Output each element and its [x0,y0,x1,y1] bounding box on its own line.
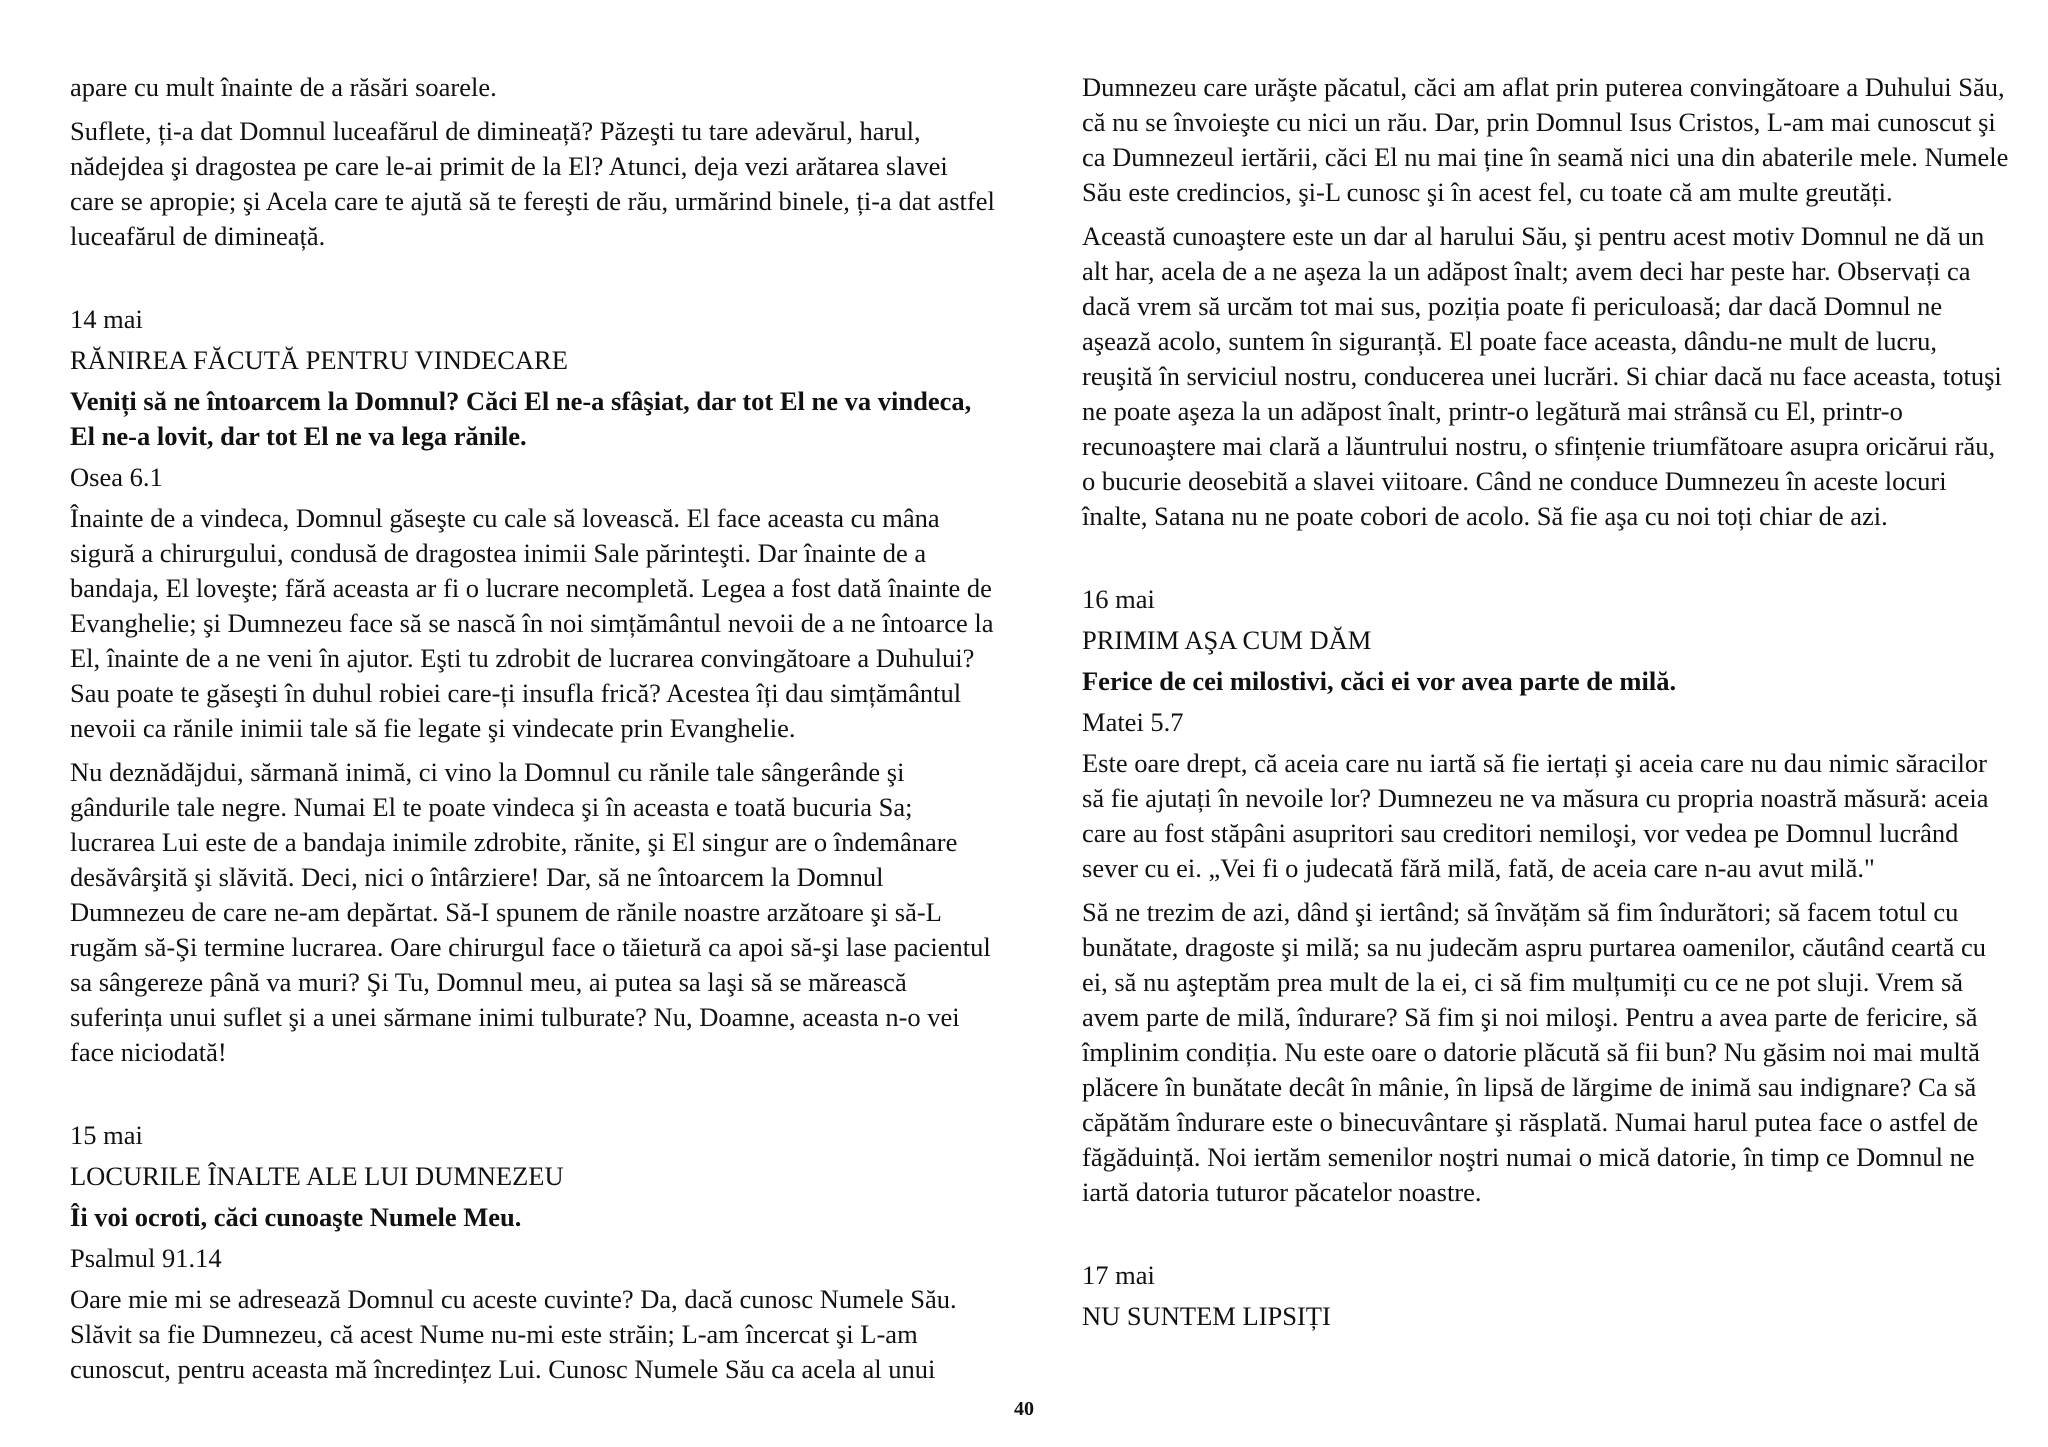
devotional-entry-may-17 [1082,1258,2010,1334]
entry-date: 17 mai [1082,1260,1155,1290]
devotional-entry-may-16 [1082,582,2010,1210]
entry-paragraph: Oare mie mi se adresează Domnul cu aceste cuvinte? Da, dacă cunosc Numele Său. Slăvit sa fie Dumnezeu, că acest Nume nu-mi este străin; L-am încercat şi L-am cunoscut, pentru aceasta mă încredințez Lui. Cunosc Numele Său ca acela al unui [70,1284,957,1384]
right-column [1082,70,2010,1340]
entry-title: RĂNIREA FĂCUTĂ PENTRU VINDECARE [70,345,568,375]
entry-verse: Veniți să ne întoarcem la Domnul? Căci El ne-a sfâşiat, dar tot El ne va vindeca, El ne-a lovit, dar tot El ne va lega rănile. [70,386,972,451]
entry-reference: Matei 5.7 [1082,707,1184,737]
entry-title: LOCURILE ÎNALTE ALE LUI DUMNEZEU [70,1161,564,1191]
page-number: 40 [1014,1398,1034,1420]
entry-verse: Îi voi ocroti, căci cunoaşte Numele Meu. [70,1202,522,1232]
devotional-entry-may-14 [70,302,998,1070]
entry-paragraph: Nu deznădăjdui, sărmană inimă, ci vino la Domnul cu rănile tale sângerânde şi gândurile tale negre. Numai El te poate vindeca şi în aceasta e toată bucuria Sa; lucrarea Lui este de a bandaja inimile zdrobite, rănite, şi El singur are o îndemânare desăvârşită şi slăvită. Deci, nici o întârziere! Dar, să ne întoarcem la Domnul Dumnezeu de care ne-am depărtat. Să-I spunem de rănile noastre arzătoare şi să-L rugăm să-Şi termine lucrarea. Oare chirurgul face o tăietură ca apoi să-şi lase pacientul sa sângereze până va muri? Şi Tu, Domnul meu, ai putea sa laşi să se mărească suferința unui suflet şi a unei sărmane inimi tulburate? Nu, Doamne, aceasta n-o vei face niciodată! [70,757,991,1067]
entry-reference: Psalmul 91.14 [70,1243,222,1273]
entry-date: 14 mai [70,304,143,334]
continued-paragraph: Această cunoaştere este un dar al harului Său, şi pentru acest motiv Domnul ne dă un alt har, acela de a ne aşeza la un adăpost înalt; avem deci har peste har. Observați ca dacă vrem să urcăm tot mai sus, poziția poate fi periculoasă; dar dacă Domnul ne aşează acolo, suntem în siguranță. El poate face aceasta, dându-ne mult de lucru, reuşită în serviciul nostru, conducerea unei lucrări. Si chiar dacă nu face aceasta, totuşi ne poate aşeza la un adăpost înalt, printr-o legătură mai strânsă cu El, printr-o recunoaştere mai clară a lăuntrului nostru, o sfințenie triumfătoare asupra oricărui rău, o bucurie deosebită a slavei viitoare. Când ne conduce Dumnezeu în aceste locuri înalte, Satana nu ne poate cobori de acolo. Să fie aşa cu noi toți chiar de azi. [1082,221,2002,531]
entry-paragraph: Este oare drept, că aceia care nu iartă să fie iertați şi aceia care nu dau nimic săracilor să fie ajutați în nevoile lor? Dumnezeu ne va măsura cu propria noastră măsură: aceia care au fost stăpâni asupritori sau creditori nemiloşi, vor vedea pe Domnul lucrând sever cu ei. „Vei fi o judecată fără milă, fată, de aceia care n-au avut milă." [1082,748,1989,883]
left-column [70,70,998,1396]
entry-reference: Osea 6.1 [70,462,163,492]
devotional-entry-may-15 [70,1118,998,1387]
entry-paragraph: Să ne trezim de azi, dând şi iertând; să învățăm să fim îndurători; să facem totul cu bunătate, dragoste şi milă; sa nu judecăm aspru purtarea oamenilor, căutând ceartă cu ei, să nu aşteptăm prea mult de la ei, ci să fim mulțumiți cu ce ne pot sluji. Vrem să avem parte de milă, îndurare? Să fim şi noi miloşi. Pentru a avea parte de fericire, să împlinim condiția. Nu este oare o datorie plăcută să fii bun? Nu găsim noi mai multă plăcere în bunătate decât în mânie, în lipsă de lărgime de inimă sau indignare? Ca să căpătăm îndurare este o binecuvântare şi răsplată. Numai harul putea face o astfel de făgăduință. Noi iertăm semenilor noştri numai o mică datorie, în timp ce Domnul ne iartă datoria tuturor păcatelor noastre. [1082,897,1986,1207]
continued-paragraph: Dumnezeu care urăşte păcatul, căci am aflat prin puterea convingătoare a Duhului Său, că nu se învoieşte cu nici un rău. Dar, prin Domnul Isus Cristos, L-am mai cunoscut şi ca Dumnezeul iertării, căci El nu mai ține în seamă nici una din abaterile mele. Numele Său este credincios, şi-L cunosc şi în acest fel, cu toate că am multe greutăți. [1082,72,2009,207]
entry-title: PRIMIM AŞA CUM DĂM [1082,625,1372,655]
intro-paragraph: apare cu mult înainte de a răsări soarele. [70,72,497,102]
entry-paragraph: Înainte de a vindeca, Domnul găseşte cu cale să lovească. El face aceasta cu mâna sigură a chirurgului, condusă de dragostea inimii Sale părinteşti. Dar înainte de a bandaja, El loveşte; fără aceasta ar fi o lucrare necompletă. Legea a fost dată înainte de Evanghelie; şi Dumnezeu face să se nască în noi simțământul nevoii de a ne întoarce la El, înainte de a ne veni în ajutor. Eşti tu zdrobit de lucrarea convingătoare a Duhului? Sau poate te găseşti în duhul robiei care-ți insufla frică? Acestea îți dau simțământul nevoii ca rănile inimii tale să fie legate şi vindecate prin Evanghelie. [70,503,994,743]
entry-date: 15 mai [70,1120,143,1150]
entry-title: NU SUNTEM LIPSIȚI [1082,1301,1331,1331]
intro-paragraph: Suflete, ți-a dat Domnul luceafărul de dimineață? Păzeşti tu tare adevărul, harul, nădejdea şi dragostea pe care le-ai primit de la El? Atunci, deja vezi arătarea slavei care se apropie; şi Acela care te ajută să te fereşti de rău, urmărind binele, ți-a dat astfel luceafărul de dimineață. [70,116,995,251]
entry-date: 16 mai [1082,584,1155,614]
entry-verse: Ferice de cei milostivi, căci ei vor avea parte de milă. [1082,666,1677,696]
